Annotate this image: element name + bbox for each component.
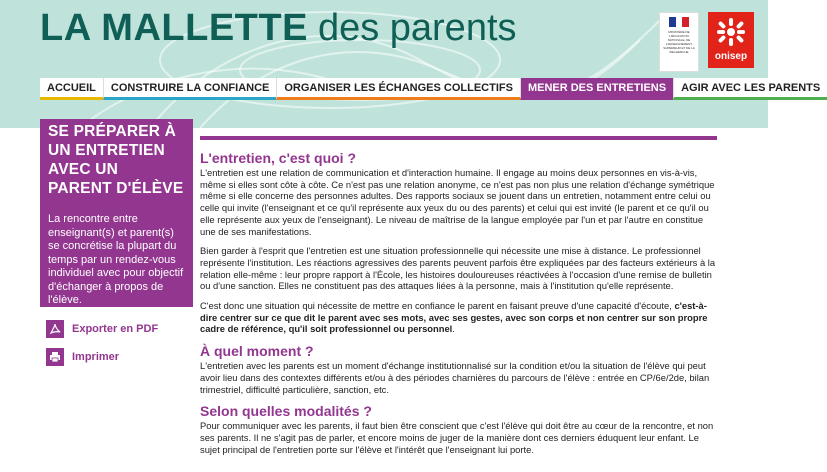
paragraph-2: Bien garder à l'esprit que l'entretien est une situation professionnelle qui nécessite une mise à distance. Le professionnel représente l'institution. Les réactions agressives des parents peuvent parfois être expliquées par des facteurs extérieurs à la relation elle-même : leur propre rapport à l'École, les histoires douloureuses réactivées à l'occasion d'une remise de bulletin ou d'une sanction. Elles ne constituent pas des attaques liées à la personne, mais à l'institution qu'elle représente.: [200, 245, 716, 292]
onisep-star-icon: [716, 17, 746, 47]
paragraph-5: Pour communiquer avec les parents, il faut bien être conscient que c'est l'élève qui doit être au cœur de la rencontre, et non ses parents. Il ne s'agit pas de parler, et encore moins de juger de la manière dont ces derniers éduquent leur enfant. Le sujet principal de l'entretien porte sur l'élève et l'intérêt que l'enseignant lui porte.: [200, 420, 714, 455]
header-banner: [0, 0, 821, 128]
logo-strong-text: LA MALLETTE: [40, 7, 308, 49]
sidebar-intro: [40, 119, 193, 307]
sidebar-intro-text: La rencontre entre enseignant(s) et parent(s) se concrétise la plupart du temps par un rendez-vous individuel avec pour objectif d'échanger à propos de l'élève.: [48, 213, 184, 306]
pdf-icon: [46, 320, 64, 338]
main-content: [200, 132, 717, 472]
sidebar-title: SE PRÉPARER À UN ENTRETIEN AVEC UN PARENT D'ÉLÈVE: [48, 123, 184, 197]
ministry-logo[interactable]: [659, 12, 699, 72]
paragraph-3: [200, 300, 717, 335]
export-pdf-label: Exporter en PDF: [72, 323, 159, 335]
french-flag-icon: [669, 17, 689, 27]
print-label: Imprimer: [72, 351, 120, 363]
export-pdf-button[interactable]: [46, 319, 193, 339]
section-heading-moment: À quel moment ?: [200, 343, 314, 360]
onisep-logo[interactable]: [708, 12, 754, 68]
printer-icon: [46, 348, 64, 366]
onisep-label: onisep: [714, 51, 748, 62]
print-button[interactable]: [46, 347, 193, 367]
ministry-text: MINISTÈRE DE L'ÉDUCATION NATIONALE, DE L'ENSEIGNEMENT SUPÉRIEUR ET DE LA RECHERCHE: [663, 30, 695, 54]
paragraph-3-start: C'est donc une situation qui nécessite de mettre en confiance le parent en faisant preuve d'une capacité d'écoute,: [200, 300, 672, 312]
paragraph-3-bold: c'est-à-dire centrer sur ce que dit le parent avec ses mots, avec ses gestes, avec son corps et non centrer sur son propre cadre de référence, qu'il soit professionnel ou personnel: [200, 300, 708, 335]
nav-item-accueil[interactable]: ACCUEIL: [40, 78, 103, 100]
nav-item-agir-avec-les-parents[interactable]: AGIR AVEC LES PARENTS: [673, 78, 827, 100]
nav-item-mener-des-entretiens[interactable]: MENER DES ENTRETIENS: [520, 78, 673, 100]
nav-item-construire-la-confiance[interactable]: CONSTRUIRE LA CONFIANCE: [103, 78, 276, 100]
section-heading-entretien: L'entretien, c'est quoi ?: [200, 150, 357, 166]
content-top-bar: [200, 136, 717, 140]
paragraph-3-end: .: [452, 323, 455, 335]
sidebar-tools: [40, 311, 193, 472]
main-nav: [40, 78, 827, 100]
site-logo[interactable]: [40, 4, 517, 60]
logo-light-text: des parents: [317, 7, 517, 49]
paragraph-1: L'entretien est une relation de communication et d'interaction humaine. Il engage au moins deux personnes en vis-à-vis, même si elles sont côte à côte. Ce n'est pas une relation anonyme, ce n'est pas non plus une relation d'échange symétrique même si elle concerne des personnes adultes. Des rapports sociaux se jouent dans un entretien, notamment entre celui ou celle qui invite (l'enseignant et ce qu'il représente aux yeux du ou des parents) et celui qui est invité (le parent et ce qu'il ou elle représente aux yeux de l'enseignant). Le niveau de maîtrise de la langue employée par l'un et par l'autre en constitue une de ses manifestations.: [200, 167, 715, 237]
nav-item-organiser-les-echanges[interactable]: ORGANISER LES ÉCHANGES COLLECTIFS: [276, 78, 520, 100]
section-heading-modalites: Selon quelles modalités ?: [200, 403, 372, 420]
paragraph-4: L'entretien avec les parents est un moment d'échange institutionnalisé sur la condition et/ou la situation de l'élève qui peut avoir lieu dans des contextes différents et/ou à des périodes charnières du parcours de l'élève : entrée en CP/6e/2de, bilan trimestriel, difficulté particulière, sanction, etc.: [200, 360, 710, 395]
